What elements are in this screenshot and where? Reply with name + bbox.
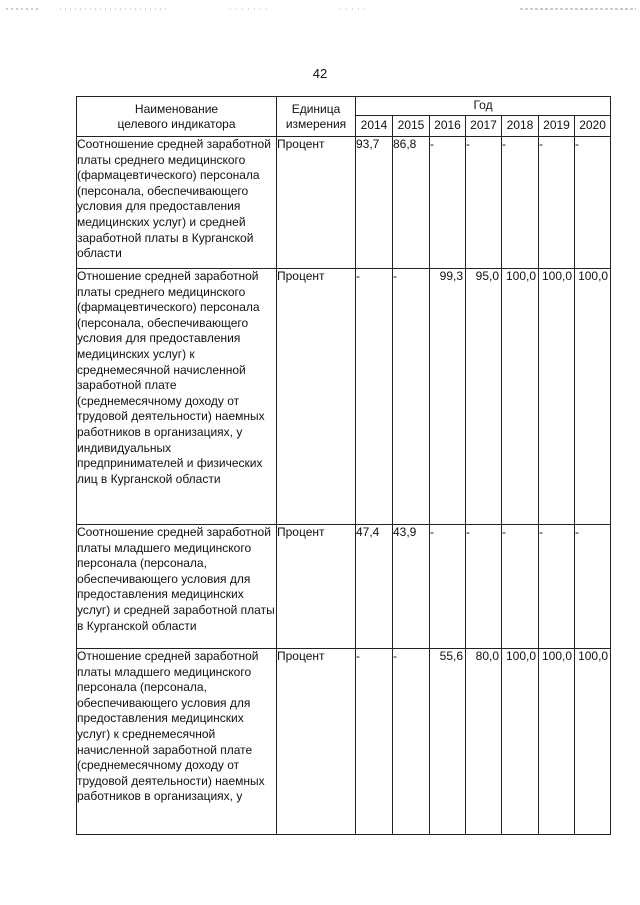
value-cell: 99,3 xyxy=(430,269,466,525)
header-unit: Единица измерения xyxy=(277,97,356,137)
table-row xyxy=(77,525,611,649)
value-cell: - xyxy=(539,525,575,649)
value-cell: 47,4 xyxy=(356,525,393,649)
value-cell: 93,7 xyxy=(356,137,393,269)
value-cell: 100,0 xyxy=(502,269,539,525)
indicators-table xyxy=(76,96,611,835)
unit-cell: Процент xyxy=(277,137,356,269)
value-cell: 86,8 xyxy=(393,137,430,269)
value-cell: 55,6 xyxy=(430,649,466,835)
header-year: 2016 xyxy=(430,116,466,137)
scan-edge-marks xyxy=(0,6,640,12)
value-cell: - xyxy=(502,525,539,649)
value-cell: - xyxy=(356,269,393,525)
indicator-name-cell: Отношение средней заработной платы младшего медицинского персонала (персонала, обеспечивающего условия для предоставления медицинских услуг) к среднемесячной начисленной заработной плате (среднемесячному доходу от трудовой деятельности) наемных работников в организациях, у xyxy=(77,649,277,835)
value-cell: 100,0 xyxy=(575,649,611,835)
value-cell: - xyxy=(502,137,539,269)
value-cell: - xyxy=(466,525,502,649)
value-cell: - xyxy=(575,137,611,269)
value-cell: 100,0 xyxy=(502,649,539,835)
value-cell: - xyxy=(466,137,502,269)
value-cell: - xyxy=(356,649,393,835)
value-cell: - xyxy=(393,649,430,835)
table-row xyxy=(77,269,611,525)
unit-cell: Процент xyxy=(277,649,356,835)
value-cell: 100,0 xyxy=(575,269,611,525)
header-year: 2018 xyxy=(502,116,539,137)
value-cell: - xyxy=(539,137,575,269)
indicator-name-cell: Соотношение средней заработной платы среднего медицинского (фармацевтического) персонала (персонала, обеспечивающего условия для предоставления медицинских услуг) и средней заработной платы в Курганской области xyxy=(77,137,277,269)
value-cell: 95,0 xyxy=(466,269,502,525)
value-cell: 100,0 xyxy=(539,269,575,525)
table-row xyxy=(77,137,611,269)
value-cell: - xyxy=(393,269,430,525)
header-year-group: Год xyxy=(356,97,611,116)
value-cell: - xyxy=(430,525,466,649)
value-cell: 100,0 xyxy=(539,649,575,835)
table-row xyxy=(77,649,611,835)
header-indicator-name: Наименование целевого индикатора xyxy=(77,97,277,137)
header-year: 2020 xyxy=(575,116,611,137)
header-year: 2017 xyxy=(466,116,502,137)
value-cell: 43,9 xyxy=(393,525,430,649)
page-number: 42 xyxy=(312,66,328,81)
indicator-name-cell: Отношение средней заработной платы среднего медицинского (фармацевтического) персонала (персонала, обеспечивающего условия для предоставления медицинских услуг) к среднемесячной начисленной заработной плате (среднемесячному доходу от трудовой деятельности) наемных работников в организациях, у индивидуальных предпринимателей и физических лиц в Курганской области xyxy=(77,269,277,525)
value-cell: 80,0 xyxy=(466,649,502,835)
indicator-name-cell: Соотношение средней заработной платы младшего медицинского персонала (персонала, обеспечивающего условия для предоставления медицинских услуг) и средней заработной платы в Курганской области xyxy=(77,525,277,649)
header-year: 2014 xyxy=(356,116,393,137)
header-year: 2015 xyxy=(393,116,430,137)
header-year: 2019 xyxy=(539,116,575,137)
header-row-top xyxy=(77,97,611,116)
value-cell: - xyxy=(575,525,611,649)
unit-cell: Процент xyxy=(277,525,356,649)
unit-cell: Процент xyxy=(277,269,356,525)
value-cell: - xyxy=(430,137,466,269)
